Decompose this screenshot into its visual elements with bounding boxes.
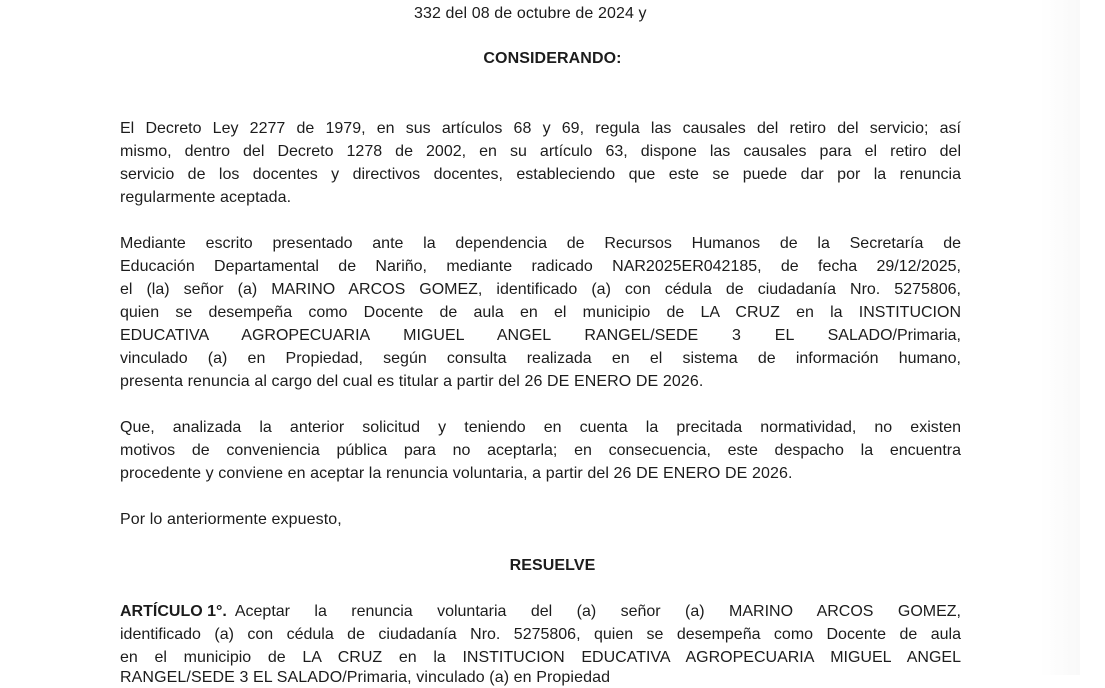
paragraph-2-line-6: vinculado (a) en Propiedad, según consulta realizada en el sistema de información humano,: [120, 350, 961, 367]
article-1-line-3: en el municipio de LA CRUZ en la INSTITUCION EDUCATIVA AGROPECUARIA MIGUEL ANGEL: [120, 649, 961, 666]
paragraph-2-line-2: Educación Departamental de Nariño, mediante radicado NAR2025ER042185, de fecha 29/12/2025,: [120, 258, 961, 275]
paragraph-2-line-5: EDUCATIVA AGROPECUARIA MIGUEL ANGEL RANGEL/SEDE 3 EL SALADO/Primaria,: [120, 327, 961, 344]
article-1-line-1: [120, 602, 961, 622]
paragraph-3-line-1: Que, analizada la anterior solicitud y teniendo en cuenta la precitada normatividad, no existen: [120, 419, 961, 436]
resuelve-heading: RESUELVE: [509, 557, 596, 574]
paragraph-3-line-2: motivos de conveniencia pública para no aceptarla; en consecuencia, este despacho la encuentra: [120, 442, 961, 459]
article-1-line-4: RANGEL/SEDE 3 EL SALADO/Primaria, vinculado (a) en Propiedad: [120, 669, 611, 686]
article-1-text: Aceptar la renuncia voluntaria del (a) señor (a) MARINO ARCOS GOMEZ,: [234, 603, 961, 620]
paragraph-1-line-1: El Decreto Ley 2277 de 1979, en sus artículos 68 y 69, regula las causales del retiro del servicio; así: [120, 120, 961, 137]
considerando-heading: CONSIDERANDO:: [483, 50, 622, 67]
top-partial-line: 332 del 08 de octubre de 2024 y: [414, 5, 647, 22]
paragraph-1-line-4: regularmente aceptada.: [120, 189, 292, 206]
paragraph-2-line-4: quien se desempeña como Docente de aula en el municipio de LA CRUZ en la INSTITUCION: [120, 304, 961, 321]
scan-edge-shade: [1040, 0, 1080, 675]
paragraph-3-line-3: procedente y conviene en aceptar la renuncia voluntaria, a partir del 26 DE ENERO DE 2026.: [120, 465, 793, 482]
article-1-line-2: identificado (a) con cédula de ciudadanía Nro. 5275806, quien se desempeña como Docente de aula: [120, 626, 961, 643]
paragraph-2-line-7: presenta renuncia al cargo del cual es titular a partir del 26 DE ENERO DE 2026.: [120, 373, 704, 390]
paragraph-1-line-2: mismo, dentro del Decreto 1278 de 2002, en su artículo 63, dispone las causales para el retiro del: [120, 143, 961, 160]
paragraph-1-line-3: servicio de los docentes y directivos docentes, estableciendo que este se puede dar por la renuncia: [120, 166, 961, 183]
paragraph-2-line-1: Mediante escrito presentado ante la dependencia de Recursos Humanos de la Secretaría de: [120, 235, 961, 252]
paragraph-2-line-3: el (la) señor (a) MARINO ARCOS GOMEZ, identificado (a) con cédula de ciudadanía Nro. 5275806,: [120, 281, 961, 298]
closing-line: Por lo anteriormente expuesto,: [120, 511, 342, 528]
article-1-label: ARTÍCULO 1°.: [120, 603, 227, 620]
